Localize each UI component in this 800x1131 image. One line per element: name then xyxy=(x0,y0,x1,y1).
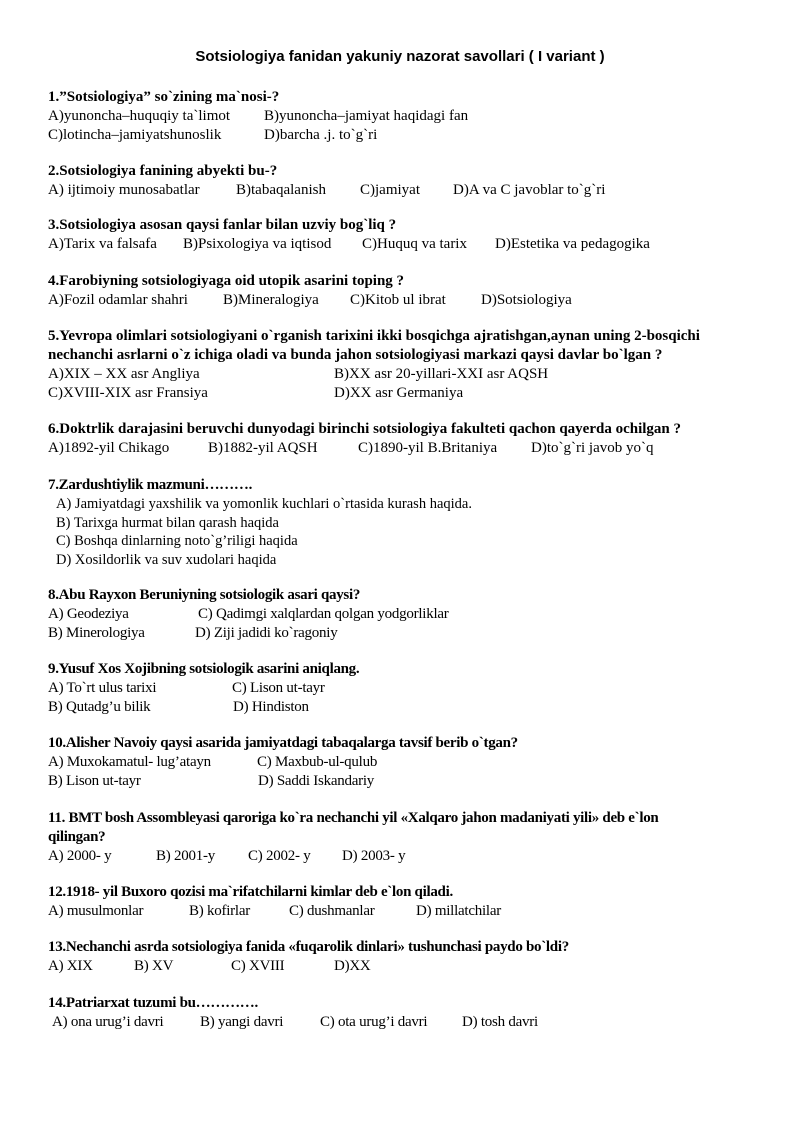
question-text: 2.Sotsiologiya fanining abyekti bu-? xyxy=(48,163,278,179)
question-1 xyxy=(48,88,760,144)
question-9 xyxy=(48,660,760,716)
question-text: 14.Patriarxat tuzumi bu…………. xyxy=(48,995,258,1011)
question-8 xyxy=(48,586,760,642)
option-b: B)1882-yil AQSH xyxy=(208,440,318,456)
option-d: D)Estetika va pedagogika xyxy=(495,236,650,252)
question-5 xyxy=(48,327,760,402)
options-row xyxy=(48,1013,760,1032)
question-6 xyxy=(48,420,760,458)
question-text-continued: nechanchi asrlarni o`z ichiga oladi va bunda jahon sotsiologiyasi markazi qaysi davlar bo`lgan ? xyxy=(48,347,663,363)
option-c: C) Lison ut-tayr xyxy=(232,680,325,696)
option-c: C) Maxbub-ul-qulub xyxy=(257,754,378,770)
options-row xyxy=(48,384,760,403)
question-text: 8.Abu Rayxon Beruniyning sotsiologik asari qaysi? xyxy=(48,587,361,603)
option-d: D)to`g`ri javob yo`q xyxy=(531,440,654,456)
option-a: A) musulmonlar xyxy=(48,903,144,919)
option-a: A) ijtimoiy munosabatlar xyxy=(48,182,200,198)
option-c: C) Qadimgi xalqlardan qolgan yodgorliklar xyxy=(198,606,449,622)
question-text: 11. BMT bosh Assombleyasi qaroriga ko`ra nechanchi yil «Xalqaro jahon madaniyati yili» deb e`lon xyxy=(48,810,659,826)
option-b: B)Mineralogiya xyxy=(223,292,319,308)
option-c: C)Kitob ul ibrat xyxy=(350,292,446,308)
options-row xyxy=(48,291,760,310)
option-d: D)XX xyxy=(334,958,371,974)
option-b: B) Minerologiya xyxy=(48,624,145,641)
option-b: B)tabaqalanish xyxy=(236,182,326,198)
options-row xyxy=(48,957,760,976)
option-a: A) XIX xyxy=(48,958,93,974)
page-title: Sotsiologiya fanidan yakuniy nazorat savollari ( I variant ) xyxy=(195,48,605,65)
option-b: B) Qutadg’u bilik xyxy=(48,698,151,715)
question-11 xyxy=(48,809,760,866)
option-b: B) yangi davri xyxy=(200,1014,284,1030)
question-text: 13.Nechanchi asrda sotsiologiya fanida «fuqarolik dinlari» tushunchasi paydo bo`ldi? xyxy=(48,939,569,955)
question-text: 10.Alisher Navoiy qaysi asarida jamiyatdagi tabaqalarga tavsif berib o`tgan? xyxy=(48,735,518,751)
option-d: D) Hindiston xyxy=(233,698,309,715)
option-c: C) XVIII xyxy=(231,958,285,974)
options-row xyxy=(48,605,760,624)
option-d: D) Ziji jadidi ko`ragoniy xyxy=(195,624,338,641)
option-a: A)Tarix va falsafa xyxy=(48,236,157,252)
option-a: A) 2000- y xyxy=(48,848,112,864)
question-text: 6.Doktrlik darajasini beruvchi dunyodagi birinchi sotsiologiya fakulteti qachon qayerda ochilgan ? xyxy=(48,421,682,437)
options-row xyxy=(48,698,760,717)
options-row xyxy=(48,235,760,254)
options-row xyxy=(48,847,760,866)
option-a: A) ona urug’i davri xyxy=(52,1014,164,1030)
option-d: D) Saddi Iskandariy xyxy=(258,772,375,789)
options-row xyxy=(48,107,760,126)
option-b: B) 2001-y xyxy=(156,848,215,864)
question-text: 9.Yusuf Xos Xojibning sotsiologik asarini aniqlang. xyxy=(48,661,360,677)
question-13 xyxy=(48,938,760,976)
option-a: A) To`rt ulus tarixi xyxy=(48,680,157,696)
option-b: B)yunoncha–jamiyat haqidagi fan xyxy=(264,108,469,124)
option-a: A) Geodeziya xyxy=(48,606,129,622)
question-4 xyxy=(48,272,760,310)
option-b: B) Tarixga hurmat bilan qarash haqida xyxy=(56,514,279,531)
option-d: D) Xosildorlik va suv xudolari haqida xyxy=(56,551,277,568)
option-c: C)XVIII-XIX asr Fransiya xyxy=(48,384,208,401)
option-b: B)Psixologiya va iqtisod xyxy=(183,236,332,252)
options-row xyxy=(48,624,760,643)
option-d: D)XX asr Germaniya xyxy=(334,384,464,401)
question-text: 12.1918- yil Buxoro qozisi ma`rifatchilarni kimlar deb e`lon qiladi. xyxy=(48,884,453,900)
option-c: C)lotincha–jamiyatshunoslik xyxy=(48,126,222,143)
option-d: D)A va C javoblar to`g`ri xyxy=(453,182,606,198)
option-a: A)yunoncha–huquqiy ta`limot xyxy=(48,108,231,124)
option-b: B) Lison ut-tayr xyxy=(48,772,141,789)
option-d: D)Sotsiologiya xyxy=(481,292,572,308)
option-a: A) Jamiyatdagi yaxshilik va yomonlik kuchlari o`rtasida kurash haqida. xyxy=(56,496,472,512)
options-row xyxy=(48,753,760,772)
options-row xyxy=(48,439,760,458)
option-c: C) ota urug’i davri xyxy=(320,1014,428,1030)
option-b: B) XV xyxy=(134,958,174,974)
option-a: A) Muxokamatul- lug’atayn xyxy=(48,754,211,770)
option-b: B)XX asr 20-yillari-XXI asr AQSH xyxy=(334,366,549,382)
option-c: C) dushmanlar xyxy=(289,903,375,919)
option-d: D) 2003- y xyxy=(342,848,406,864)
option-c: C)jamiyat xyxy=(360,182,420,198)
question-10 xyxy=(48,734,760,790)
question-text: 4.Farobiyning sotsiologiyaga oid utopik asarini toping ? xyxy=(48,273,405,289)
options-row xyxy=(48,365,760,384)
option-c: C)1890-yil B.Britaniya xyxy=(358,440,498,456)
question-text: 5.Yevropa olimlari sotsiologiyani o`rganish tarixini ikki bosqichga ajratishgan,aynan uning 2-bosqichi xyxy=(48,328,700,344)
question-text: 7.Zardushtiylik mazmuni………. xyxy=(48,477,253,493)
option-a: A)XIX – XX asr Angliya xyxy=(48,366,200,382)
option-a: A)Fozil odamlar shahri xyxy=(48,292,188,308)
question-12 xyxy=(48,883,760,921)
options-row xyxy=(48,772,760,791)
question-2 xyxy=(48,162,760,200)
question-3 xyxy=(48,216,760,254)
question-text-continued: qilingan? xyxy=(48,829,106,845)
question-7 xyxy=(48,476,760,569)
options-row xyxy=(48,679,760,698)
option-d: D) tosh davri xyxy=(462,1014,538,1030)
question-text: 1.”Sotsiologiya” so`zining ma`nosi-? xyxy=(48,89,280,105)
options-row xyxy=(48,181,760,200)
option-c: C) 2002- y xyxy=(248,848,311,864)
option-b: B) kofirlar xyxy=(189,903,250,919)
option-d: D)barcha .j. to`g`ri xyxy=(264,126,378,143)
options-row xyxy=(48,126,760,145)
option-c: C) Boshqa dinlarning noto`g’riligi haqida xyxy=(56,533,298,549)
option-a: A)1892-yil Chikago xyxy=(48,440,170,456)
question-text: 3.Sotsiologiya asosan qaysi fanlar bilan uzviy bog`liq ? xyxy=(48,217,397,233)
option-c: C)Huquq va tarix xyxy=(362,236,467,252)
option-d: D) millatchilar xyxy=(416,903,501,919)
options-row xyxy=(48,902,760,921)
question-14 xyxy=(48,994,760,1032)
